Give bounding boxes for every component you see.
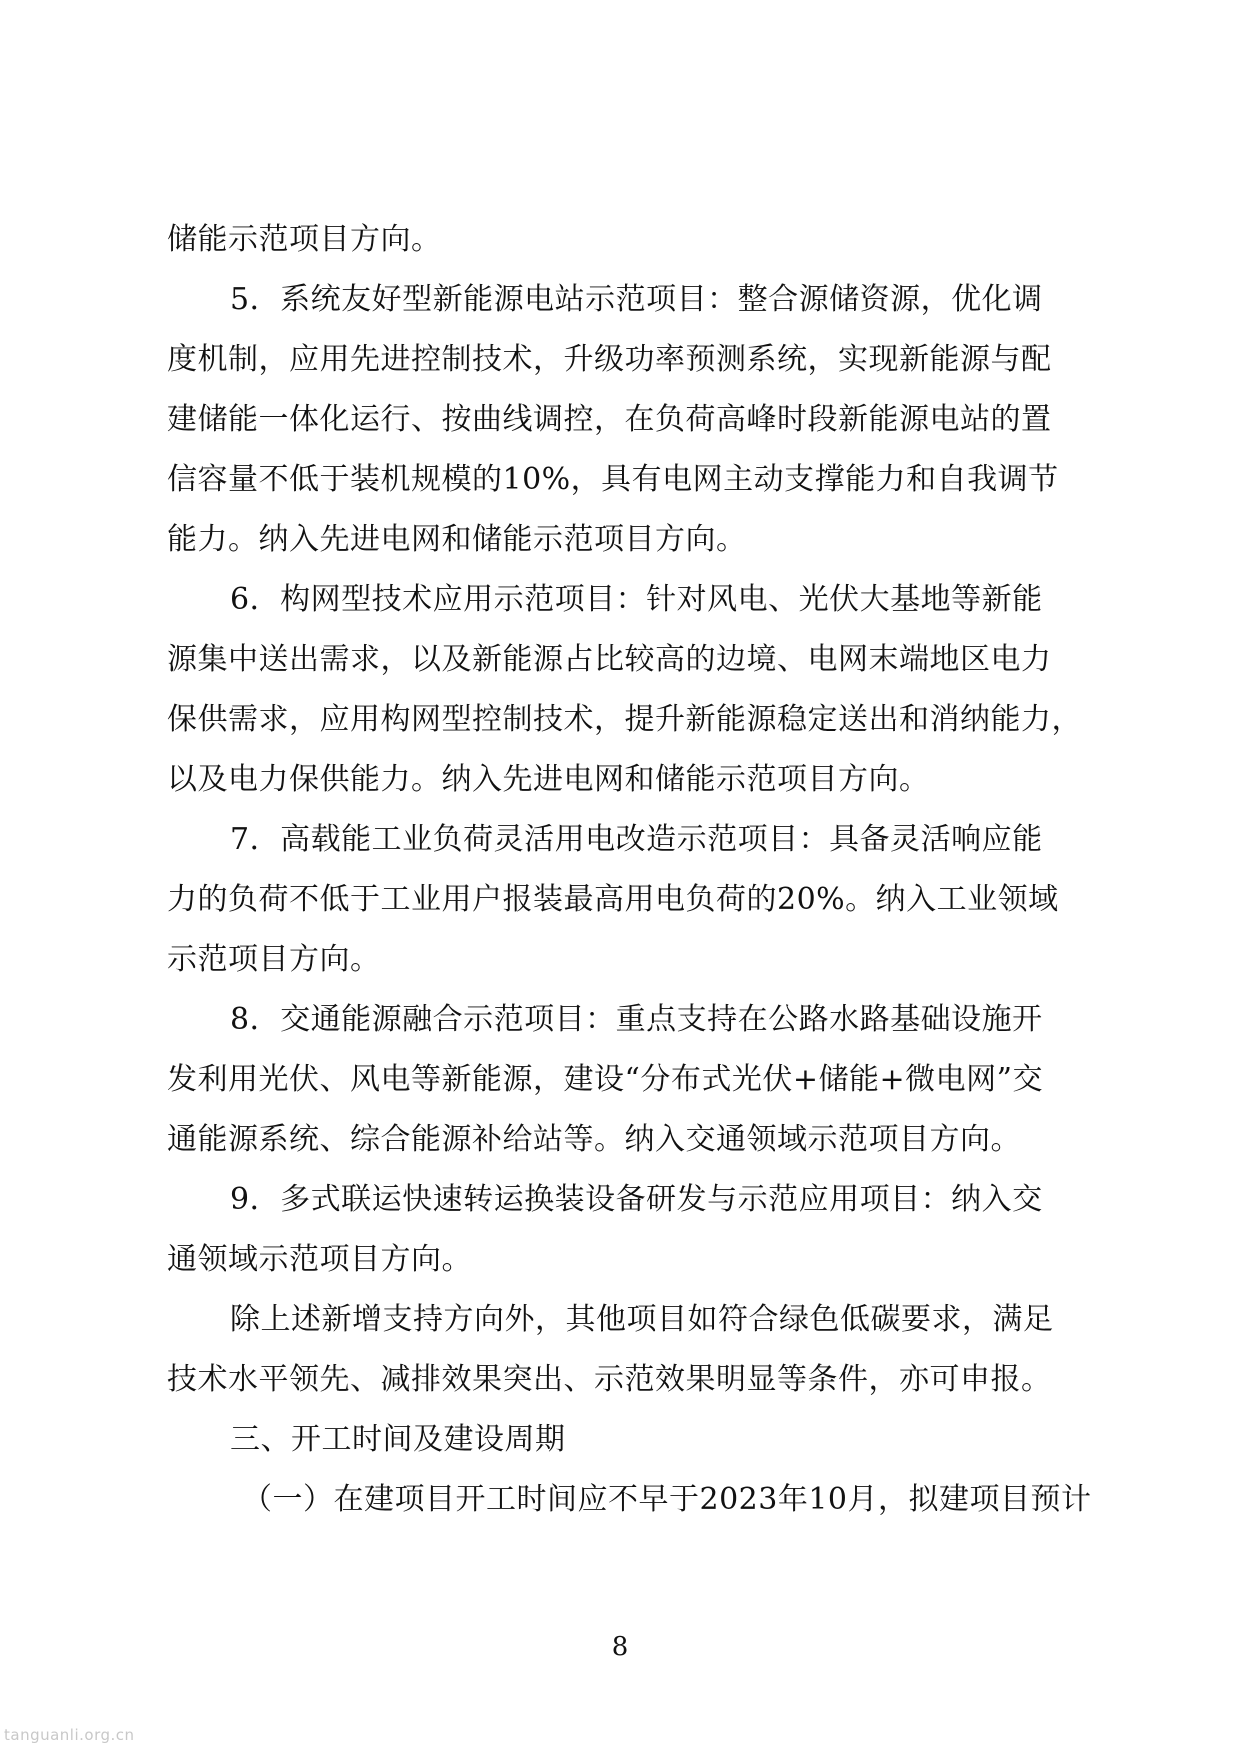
item-6-heading-line: 6．构网型技术应用示范项目：针对风电、光伏大基地等新能 <box>230 582 1043 617</box>
text-line-continuation: 储能示范项目方向。 <box>167 222 442 257</box>
watermark-text: tanguanli.org.cn <box>4 1726 135 1744</box>
text-line: 度机制，应用先进控制技术，升级功率预测系统，实现新能源与配 <box>167 342 1052 377</box>
text-line: 力的负荷不低于工业用户报装最高用电负荷的20%。纳入工业领域 <box>167 882 1059 917</box>
text-line: 以及电力保供能力。纳入先进电网和储能示范项目方向。 <box>167 762 930 797</box>
text-line: 保供需求，应用构网型控制技术，提升新能源稳定送出和消纳能力， <box>167 702 1082 737</box>
text-line: 示范项目方向。 <box>167 942 381 977</box>
subsection-one-line: （一）在建项目开工时间应不早于2023年10月，拟建项目预计 <box>242 1482 1092 1517</box>
text-line: 源集中送出需求，以及新能源占比较高的边境、电网末端地区电力 <box>167 642 1052 677</box>
text-line: 信容量不低于装机规模的10%，具有电网主动支撑能力和自我调节 <box>167 462 1059 497</box>
text-line: 能力。纳入先进电网和储能示范项目方向。 <box>167 522 747 557</box>
text-line: 建储能一体化运行、按曲线调控，在负荷高峰时段新能源电站的置 <box>167 402 1052 437</box>
item-9-heading-line: 9．多式联运快速转运换装设备研发与示范应用项目：纳入交 <box>230 1182 1043 1217</box>
item-8-heading-line: 8．交通能源融合示范项目：重点支持在公路水路基础设施开 <box>230 1002 1043 1037</box>
item-7-heading-line: 7．高载能工业负荷灵活用电改造示范项目：具备灵活响应能 <box>230 822 1043 857</box>
text-line: 发利用光伏、风电等新能源，建设“分布式光伏+储能+微电网”交 <box>167 1062 1043 1097</box>
text-line: 通能源系统、综合能源补给站等。纳入交通领域示范项目方向。 <box>167 1122 1021 1157</box>
text-line: 技术水平领先、减排效果突出、示范效果明显等条件，亦可申报。 <box>167 1362 1052 1397</box>
document-body <box>167 210 1092 1530</box>
item-5-heading-line: 5．系统友好型新能源电站示范项目：整合源储资源，优化调 <box>230 282 1043 317</box>
text-line: 通领域示范项目方向。 <box>167 1242 472 1277</box>
page-number: 8 <box>611 1632 629 1662</box>
section-three-heading: 三、开工时间及建设周期 <box>230 1422 566 1457</box>
summary-paragraph-line: 除上述新增支持方向外，其他项目如符合绿色低碳要求，满足 <box>230 1302 1054 1337</box>
